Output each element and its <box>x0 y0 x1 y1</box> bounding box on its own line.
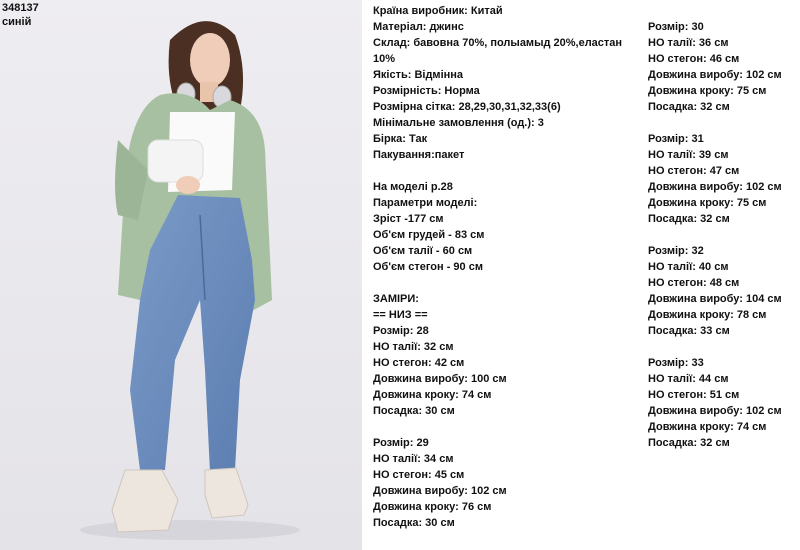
model-chest: Об'єм грудей - 83 см <box>373 229 485 241</box>
color-label: синій <box>2 16 32 28</box>
model-size: На моделі р.28 <box>373 181 453 193</box>
model-hips: Об'єм стегон - 90 см <box>373 261 483 273</box>
model-params-title: Параметри моделі: <box>373 197 478 209</box>
size-label: Розмір: 29 <box>373 437 429 449</box>
size-length: Довжина виробу: 102 см <box>648 181 782 193</box>
size-waist: НО талії: 36 см <box>648 37 729 49</box>
size-block <box>648 355 798 451</box>
size-inseam: Довжина кроку: 74 см <box>373 389 492 401</box>
size-length: Довжина виробу: 102 см <box>648 69 782 81</box>
specs-column <box>373 3 641 531</box>
measurements-section: == НИЗ == <box>373 309 428 321</box>
size-waist: НО талії: 34 см <box>373 453 454 465</box>
model-waist: Об'єм талії - 60 см <box>373 245 473 257</box>
size-label: Розмір: 30 <box>648 21 704 33</box>
size-label: Розмір: 31 <box>648 133 704 145</box>
spec-min-order: Мінімальне замовлення (од.): 3 <box>373 117 544 129</box>
size-label: Розмір: 32 <box>648 245 704 257</box>
size-rise: Посадка: 32 см <box>648 213 730 225</box>
size-waist: НО талії: 32 см <box>373 341 454 353</box>
size-hips: НО стегон: 46 см <box>648 53 740 65</box>
spec-country: Країна виробник: Китай <box>373 5 503 17</box>
size-block <box>373 323 641 419</box>
model-illustration <box>0 0 362 550</box>
size-label: Розмір: 33 <box>648 357 704 369</box>
spec-packaging: Пакування:пакет <box>373 149 465 161</box>
size-inseam: Довжина кроку: 78 см <box>648 309 767 321</box>
size-length: Довжина виробу: 100 см <box>373 373 507 385</box>
size-block <box>648 131 798 227</box>
size-hips: НО стегон: 47 см <box>648 165 740 177</box>
sizes-column <box>648 19 798 451</box>
size-hips: НО стегон: 48 см <box>648 277 740 289</box>
size-length: Довжина виробу: 102 см <box>373 485 507 497</box>
size-rise: Посадка: 32 см <box>648 101 730 113</box>
size-waist: НО талії: 44 см <box>648 373 729 385</box>
size-length: Довжина виробу: 104 см <box>648 293 782 305</box>
spec-composition: Склад: бавовна 70%, полыамыд 20%,еластан 10% <box>373 37 623 65</box>
sku-number: 348137 <box>2 2 39 14</box>
size-inseam: Довжина кроку: 74 см <box>648 421 767 433</box>
size-rise: Посадка: 33 см <box>648 325 730 337</box>
product-photo <box>0 0 362 550</box>
spec-quality: Якість: Відмінна <box>373 69 464 81</box>
size-block <box>648 243 798 339</box>
measurements-title: ЗАМІРИ: <box>373 293 419 305</box>
size-length: Довжина виробу: 102 см <box>648 405 782 417</box>
size-block <box>648 19 798 115</box>
size-rise: Посадка: 32 см <box>648 437 730 449</box>
spec-tag: Бірка: Так <box>373 133 428 145</box>
spec-sizing: Розмірність: Норма <box>373 85 480 97</box>
product-sku <box>2 1 39 29</box>
size-inseam: Довжина кроку: 75 см <box>648 197 767 209</box>
size-hips: НО стегон: 42 см <box>373 357 465 369</box>
size-rise: Посадка: 30 см <box>373 405 455 417</box>
size-inseam: Довжина кроку: 75 см <box>648 85 767 97</box>
size-rise: Посадка: 30 см <box>373 517 455 529</box>
size-waist: НО талії: 40 см <box>648 261 729 273</box>
size-hips: НО стегон: 51 см <box>648 389 740 401</box>
size-hips: НО стегон: 45 см <box>373 469 465 481</box>
spec-size-grid: Розмірна сітка: 28,29,30,31,32,33(6) <box>373 101 561 113</box>
size-inseam: Довжина кроку: 76 см <box>373 501 492 513</box>
spec-material: Матеріал: джинс <box>373 21 464 33</box>
model-height: Зріст -177 см <box>373 213 444 225</box>
size-waist: НО талії: 39 см <box>648 149 729 161</box>
size-label: Розмір: 28 <box>373 325 429 337</box>
size-block <box>373 435 641 531</box>
